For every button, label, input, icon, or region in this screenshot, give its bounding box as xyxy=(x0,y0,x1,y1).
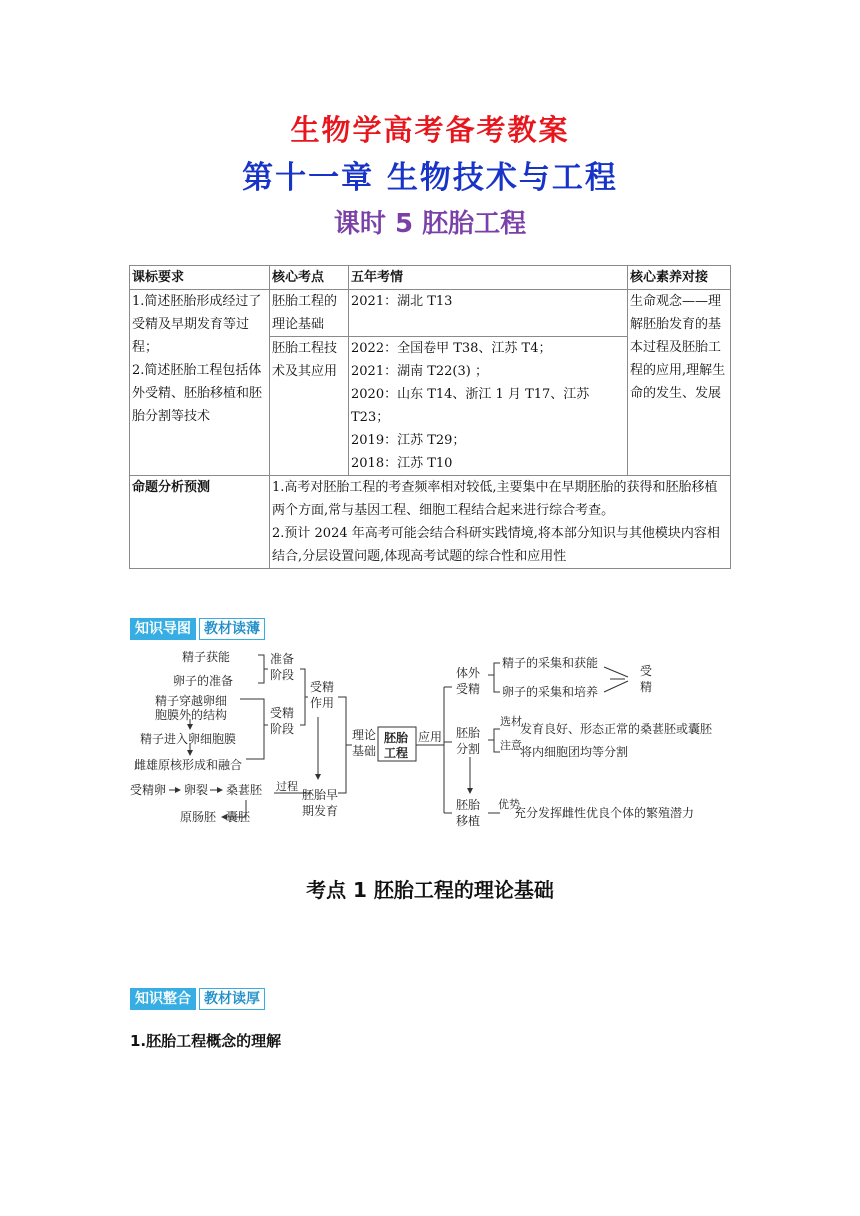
mm-pronuclei: 雌雄原核形成和融合 xyxy=(134,758,243,772)
history-2: 2022：全国卷甲 T38、江苏 T4； 2021：湖南 T22(3) ； 2020：山东 T14、浙江 1 月 T17、江苏 T23； 2019：江苏 T29； 2018：江苏 T10 xyxy=(349,337,628,476)
mm-fert-stage-2: 阶段 xyxy=(270,722,295,736)
prediction-label: 命题分析预测 xyxy=(130,476,270,569)
mm-ivf-2: 受精 xyxy=(456,682,481,696)
requirements-table xyxy=(129,265,731,569)
mm-zygote: 受精卵 xyxy=(130,783,167,797)
core-point-1: 胚胎工程的理论基础 xyxy=(270,290,349,337)
mm-early-dev-1: 胚胎早 xyxy=(302,788,339,802)
mm-transfer-1: 胚胎 xyxy=(456,798,481,812)
mm-split-2: 分割 xyxy=(456,742,481,756)
header-literacy: 核心素养对接 xyxy=(628,266,731,290)
mm-blastocyst: 囊胚 xyxy=(226,810,251,824)
knowledge-integration-badge: 知识整合 教材读厚 xyxy=(130,988,265,1010)
mm-sperm-capacitation: 精子获能 xyxy=(182,650,231,664)
mm-center-1: 胚胎 xyxy=(384,731,409,745)
mm-fertilize-1: 受 xyxy=(640,664,653,678)
mm-early-dev-2: 期发育 xyxy=(302,804,339,818)
lesson-title: 课时 5 胚胎工程 xyxy=(333,209,527,239)
mind-map xyxy=(0,645,860,845)
literacy-cell: 生命观念——理解胚胎发育的基本过程及胚胎工程的应用,理解生命的发生、发展 xyxy=(628,290,731,476)
mm-process: 过程 xyxy=(276,780,298,793)
curriculum-cell: 1.简述胚胎形成经过了受精及早期发育等过程； 2.简述胚胎工程包括体外受精、胚胎移植和胚胎分割等技术 xyxy=(130,290,270,476)
header-core: 核心考点 xyxy=(270,266,349,290)
mm-gastrula: 原肠胚 xyxy=(180,810,217,824)
mm-zona-2: 胞膜外的结构 xyxy=(155,708,228,722)
mm-transfer-2: 移植 xyxy=(456,814,481,828)
mm-zona-1: 精子穿越卵细 xyxy=(155,694,228,708)
mm-note-text: 将内细胞团均等分割 xyxy=(520,745,629,759)
mm-application: 应用 xyxy=(418,730,443,744)
mm-adv-label: 优势 xyxy=(498,798,520,811)
header-curriculum: 课标要求 xyxy=(130,266,270,290)
core-point-2: 胚胎工程技术及其应用 xyxy=(270,337,349,476)
mm-center-2: 工程 xyxy=(384,746,409,760)
mm-sperm-collect: 精子的采集和获能 xyxy=(502,656,599,670)
chapter-title: 第十一章 生物技术与工程 xyxy=(242,160,618,196)
mm-theory-2: 基础 xyxy=(352,744,377,758)
mm-fert-action-1: 受精 xyxy=(310,680,335,694)
mm-theory-1: 理论 xyxy=(352,728,377,742)
mm-select-text: 发育良好、形态正常的桑葚胚或囊胚 xyxy=(520,722,713,736)
subheading: 1.胚胎工程概念的理解 xyxy=(130,1032,282,1050)
doc-title: 生物学高考备考教案 xyxy=(290,113,570,147)
history-1: 2021：湖北 T13 xyxy=(349,290,628,337)
mm-egg-collect: 卵子的采集和培养 xyxy=(502,685,599,699)
mm-fert-action-2: 作用 xyxy=(310,696,335,710)
mm-morula: 桑葚胚 xyxy=(226,783,263,797)
mm-cleavage: 卵裂 xyxy=(184,783,209,797)
mm-fert-stage-1: 受精 xyxy=(270,706,295,720)
mm-sperm-enter: 精子进入卵细胞膜 xyxy=(140,732,237,746)
header-history: 五年考情 xyxy=(349,266,628,290)
mm-split-1: 胚胎 xyxy=(456,726,481,740)
mm-adv-text: 充分发挥雌性优良个体的繁殖潜力 xyxy=(514,806,695,820)
mm-egg-prep: 卵子的准备 xyxy=(173,674,234,688)
mm-select-label: 选材 xyxy=(500,715,522,728)
prediction-text: 1.高考对胚胎工程的考查频率相对较低,主要集中在早期胚胎的获得和胚胎移植两个方面,常与基因工程、细胞工程结合起来进行综合考查。 2.预计 2024 年高考可能会结合科研实践情境,将本部分知识与其他模块内容相结合,分层设置问题,体现高考试题的综合性和应用性 xyxy=(270,476,731,569)
mm-ivf-1: 体外 xyxy=(456,666,481,680)
knowledge-map-badge: 知识导图 教材读薄 xyxy=(130,618,265,640)
section-title: 考点 1 胚胎工程的理论基础 xyxy=(306,878,554,902)
mm-fertilize-2: 精 xyxy=(640,680,653,694)
mm-prep-stage-1: 准备 xyxy=(270,652,295,666)
mm-note-label: 注意 xyxy=(500,739,522,752)
mm-prep-stage-2: 阶段 xyxy=(270,668,295,682)
